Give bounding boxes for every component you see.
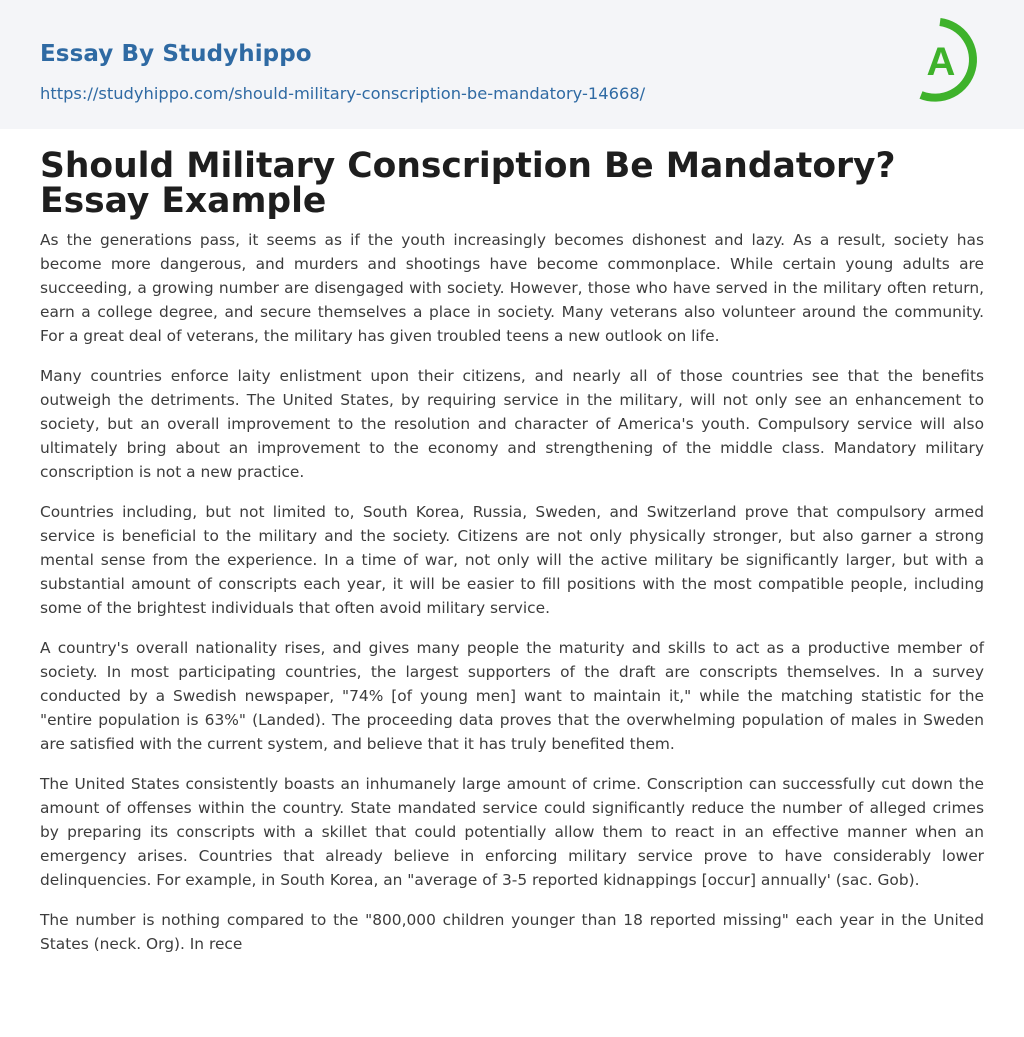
essay-paragraph-6: The number is nothing compared to the "800,000 children younger than 18 reported missing" each year in the United States (neck. Org). In rece <box>40 911 984 953</box>
studyhippo-logo-icon[interactable] <box>902 18 988 104</box>
essay-title: Should Military Conscription Be Mandatory? Essay Example <box>40 146 896 221</box>
essay-paragraph-3: Countries including, but not limited to, South Korea, Russia, Sweden, and Switzerland prove that compulsory armed service is beneficial to the military and the society. Citizens are not only physically stronger, but also garner a strong mental sense from the experience. In a time of war, not only will the active military be significantly larger, but with a substantial amount of conscripts each year, it will be easier to fill positions with the most compatible people, including some of the brightest individuals that often avoid military service. <box>40 503 984 617</box>
essay-paragraph-5: The United States consistently boasts an inhumanely large amount of crime. Conscription can successfully cut down the amount of offenses within the country. State mandated service could significantly reduce the number of alleged crimes by preparing its conscripts with a skillet that could potentially allow them to react in an effective manner when an emergency arises. Countries that already believe in enforcing military service prove to have considerably lower delinquencies. For example, in South Korea, an "average of 3-5 reported kidnappings [occur] annually' (sac. Gob). <box>40 775 984 889</box>
source-url-link[interactable]: https://studyhippo.com/should-military-conscription-be-mandatory-14668/ <box>40 84 646 103</box>
essay-body <box>40 228 984 972</box>
essay-paragraph-4: A country's overall nationality rises, and gives many people the maturity and skills to act as a productive member of society. In most participating countries, the largest supporters of the draft are conscripts themselves. In a survey conducted by a Swedish newspaper, "74% [of young men] want to maintain it," while the matching statistic for the "entire population is 63%" (Landed). The proceeding data proves that the overwhelming population of males in Sweden are satisfied with the current system, and believe that it has truly benefited them. <box>40 639 984 753</box>
essay-paragraph-1: As the generations pass, it seems as if the youth increasingly becomes dishonest and lazy. As a result, society has become more dangerous, and murders and shootings have become commonplace. While certain young adults are succeeding, a growing number are disengaged with society. However, those who have served in the military often return, earn a college degree, and secure themselves a place in society. Many veterans also volunteer around the community. For a great deal of veterans, the military has given troubled teens a new outlook on life. <box>40 231 984 345</box>
site-brand[interactable]: Essay By Studyhippo <box>40 41 312 67</box>
logo-letter: A <box>926 40 956 84</box>
essay-paragraph-2: Many countries enforce laity enlistment upon their citizens, and nearly all of those countries see that the benefits outweigh the detriments. The United States, by requiring service in the military, will not only see an enhancement to society, but an overall improvement to the resolution and character of America's youth. Compulsory service will also ultimately bring about an improvement to the economy and strengthening of the middle class. Mandatory military conscription is not a new practice. <box>40 367 984 481</box>
page-header <box>0 0 1024 129</box>
